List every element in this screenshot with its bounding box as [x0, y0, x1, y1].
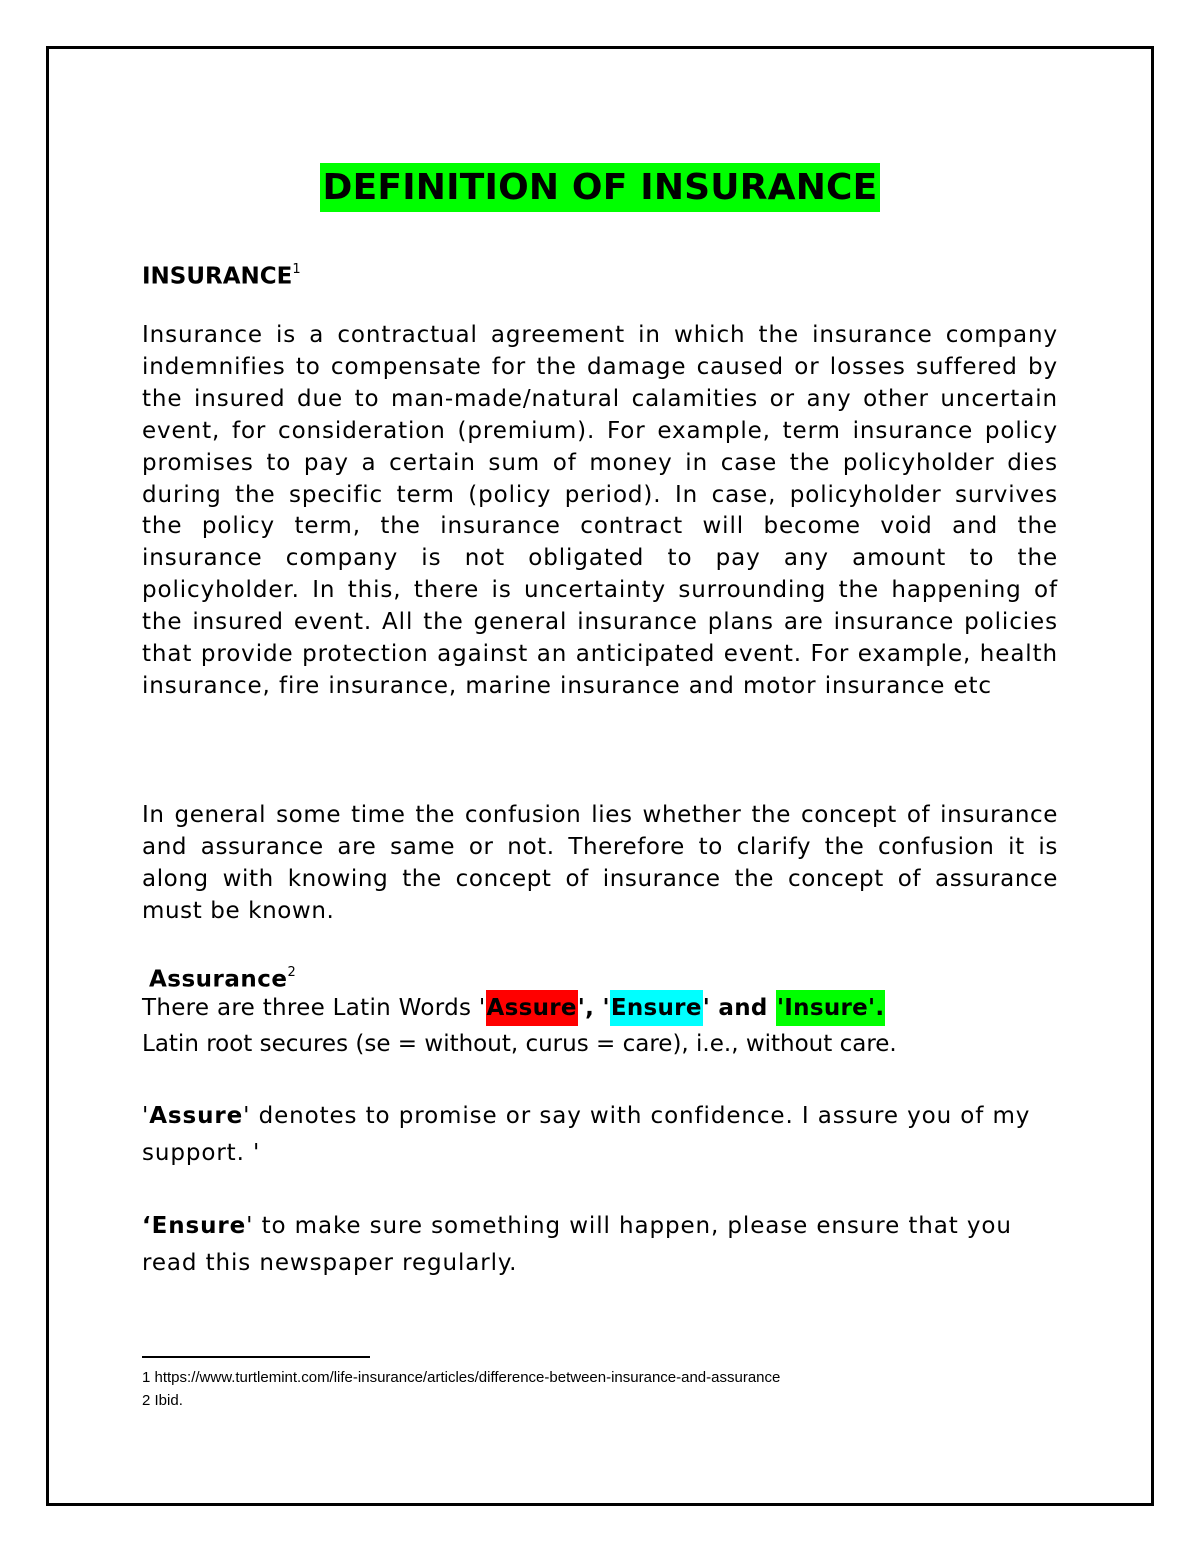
assure-definition — [142, 1098, 1058, 1172]
ensure-highlight: Ensure — [610, 990, 703, 1026]
insurance-definition-paragraph: Insurance is a contractual agreement in which the insurance company indemnifies to compensate for the damage caused or losses suffered by the insured due to man-made/natural calamities or any other uncertain event, for consideration (premium). For example, term insurance policy promises to pay a certain sum of money in case the policyholder dies during the specific term (policy period). In case, policyholder survives the policy term, the insurance contract will become void and the insurance company is not obligated to pay any amount to the policyholder. In this, there is uncertainty surrounding the happening of the insured event. All the general insurance plans are insurance policies that provide protection against an anticipated event. For example, health insurance, fire insurance, marine insurance and motor insurance etc — [142, 322, 1058, 699]
footnote-separator — [142, 1356, 370, 1358]
insurance-heading-text: INSURANCE — [142, 263, 293, 290]
footnote-2: 2 Ibid. — [142, 1392, 183, 1409]
confusion-paragraph: In general some time the confusion lies whether the concept of insurance and assurance are same or not. Therefore to clarify the confusion it is along with knowing the concept of insurance the concept of assurance must be known. — [142, 802, 1058, 924]
ensure-term: Ensure — [151, 1213, 247, 1239]
footnotes — [142, 1366, 780, 1412]
footnote-1: 1 https://www.turtlemint.com/life-insurance/articles/difference-between-insurance-and-assurance — [142, 1369, 781, 1386]
title-container — [142, 163, 1058, 212]
ensure-quote-open: ‘ — [142, 1213, 152, 1239]
separator-2: ' and — [702, 995, 776, 1021]
footnote-ref-2: 2 — [287, 965, 297, 980]
assure-term: Assure — [149, 1103, 244, 1129]
ensure-definition — [142, 1208, 1058, 1282]
latin-intro-text: There are three Latin Words ' — [142, 995, 486, 1021]
latin-root-line: Latin root secures (se = without, curus = care), i.e., without care. — [142, 1031, 897, 1057]
ensure-definition-text: ' to make sure something will happen, please ensure that you read this newspaper regularly. — [142, 1213, 1012, 1276]
insure-highlight: 'Insure'. — [776, 990, 885, 1026]
assure-quote-open: ' — [142, 1103, 150, 1129]
footnote-ref-1: 1 — [292, 262, 301, 277]
insurance-heading — [142, 255, 301, 294]
assurance-heading-text: Assurance — [149, 966, 288, 993]
assure-definition-text: ' denotes to promise or say with confidence. I assure you of my support. ' — [142, 1103, 1031, 1166]
separator-1: ', ' — [577, 995, 610, 1021]
latin-words-line — [142, 990, 885, 1026]
assure-highlight: Assure — [486, 990, 578, 1026]
page-title: DEFINITION OF INSURANCE — [320, 163, 881, 212]
